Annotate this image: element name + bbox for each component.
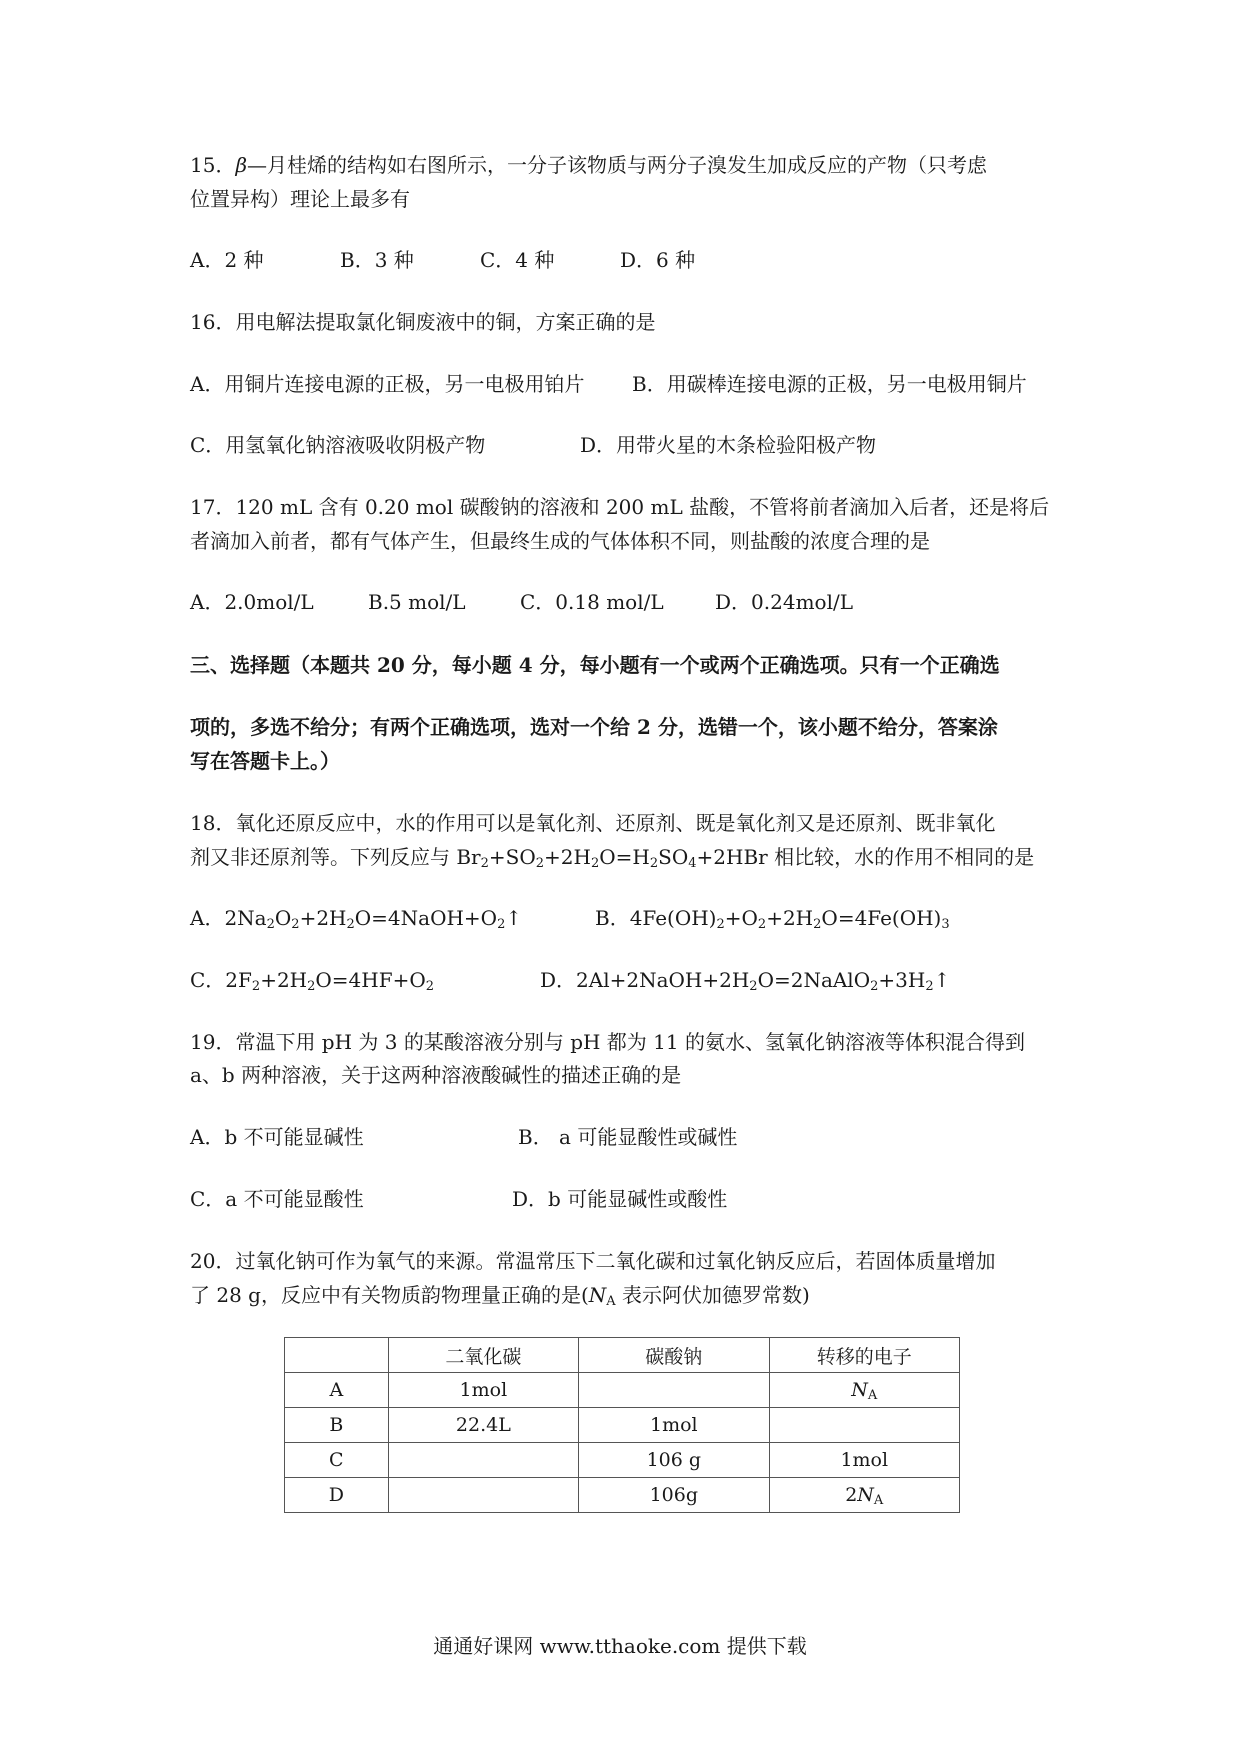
table-header-row: [285, 1338, 960, 1373]
q19-option-d: D．b 可能显碱性或酸性: [512, 1187, 728, 1211]
q20-line1: 20．过氧化钠可作为氧气的来源。常温常压下二氧化碳和过氧化钠反应后，若固体质量增加: [190, 1249, 996, 1273]
table-header-cell: [285, 1338, 389, 1373]
table-header-cell: 转移的电子: [769, 1338, 959, 1373]
table-cell: [388, 1478, 578, 1513]
table-cell: [579, 1373, 769, 1408]
q17-option-b: B.5 mol/L: [368, 590, 466, 614]
q18-line2: [190, 840, 1070, 874]
q16-line1: 16．用电解法提取氯化铜废液中的铜，方案正确的是: [190, 310, 656, 334]
table-row: [285, 1373, 960, 1408]
table-cell: $2N_A$: [769, 1478, 959, 1513]
q17-line1: 17．120 mL 含有 0.20 mol 碳酸钠的溶液和 200 mL 盐酸，不管将前者滴加入后者，还是将后: [190, 495, 1050, 519]
q17-option-d: D．0.24mol/L: [715, 590, 853, 614]
table-cell: 106 g: [579, 1443, 769, 1478]
q15-option-a: A．2 种: [190, 248, 264, 272]
q19-option-a: A．b 不可能显碱性: [190, 1125, 364, 1149]
table-row: [285, 1408, 960, 1443]
section3-line3: 写在答题卡上。）: [190, 749, 340, 773]
q19-option-b: B． a 可能显酸性或碱性: [518, 1125, 738, 1149]
table-cell: 1mol: [769, 1443, 959, 1478]
q17-option-c: C．0.18 mol/L: [520, 590, 664, 614]
footer: 通通好课网 www.tthaoke.com 提供下载: [433, 1634, 807, 1658]
table-cell: C: [285, 1443, 389, 1478]
table-row: [285, 1443, 960, 1478]
q16-option-c: C．用氢氧化钠溶液吸收阴极产物: [190, 433, 486, 457]
section3-line2: 项的，多选不给分；有两个正确选项，选对一个给 2 分，选错一个，该小题不给分，答案涂: [190, 715, 998, 739]
q15-option-c: C．4 种: [480, 248, 555, 272]
q17-line2: 者滴加入前者，都有气体产生，但最终生成的气体体积不同，则盐酸的浓度合理的是: [190, 529, 930, 553]
beta-symbol: β: [235, 153, 248, 177]
q18-option-b: B．$4Fe(OH)_2+O_2+2H_2O=4Fe(OH)_3$: [595, 906, 950, 932]
q18-option-a: A．$2Na_2O_2+2H_2O=4NaOH+O_2↑$: [190, 906, 523, 932]
q18-option-d: D．$2Al+2NaOH+2H_2O=2NaAlO_2+3H_2↑$: [540, 968, 951, 994]
q16-option-d: D．用带火星的木条检验阳极产物: [580, 433, 877, 457]
q15-line2: 位置异构）理论上最多有: [190, 187, 410, 211]
q20-line2: [190, 1278, 1070, 1312]
section3-line1: 三、选择题（本题共 20 分，每小题 4 分，每小题有一个或两个正确选项。只有一个正确选: [190, 653, 1000, 677]
q20-line2-suffix: 表示阿伏加德罗常数): [615, 1283, 810, 1307]
q15-line1: 15．β—月桂烯的结构如右图所示，一分子该物质与两分子溴发生加成反应的产物（只考虑: [190, 153, 988, 177]
q15-option-b: B．3 种: [340, 248, 414, 272]
q16-option-a: A．用铜片连接电源的正极，另一电极用铂片: [190, 372, 585, 396]
table-cell: 106g: [579, 1478, 769, 1513]
table-cell: [388, 1443, 578, 1478]
table-cell: D: [285, 1478, 389, 1513]
q20-line2-prefix: 了 28 g，反应中有关物质韵物理量正确的是(: [190, 1283, 589, 1307]
q15-option-d: D．6 种: [620, 248, 696, 272]
table-cell: 22.4L: [388, 1408, 578, 1443]
table-cell: 1mol: [579, 1408, 769, 1443]
table-cell: B: [285, 1408, 389, 1443]
q19-option-c: C．a 不可能显酸性: [190, 1187, 364, 1211]
table-cell: 1mol: [388, 1373, 578, 1408]
table-row: [285, 1478, 960, 1513]
q16-option-b: B．用碳棒连接电源的正极，另一电极用铜片: [632, 372, 1027, 396]
q18-line1: 18．氧化还原反应中，水的作用可以是氧化剂、还原剂、既是氧化剂又是还原剂、既非氧化: [190, 811, 996, 835]
q19-line2: a、b 两种溶液，关于这两种溶液酸碱性的描述正确的是: [190, 1063, 682, 1087]
q18-reference-equation: $Br_2+SO_2+2H_2O=H_2SO_4+2HBr$: [456, 845, 768, 871]
na-subscript: A: [606, 1294, 616, 1309]
table-header-cell: 碳酸钠: [579, 1338, 769, 1373]
q18-option-c: C．$2F_2+2H_2O=4HF+O_2$: [190, 968, 435, 994]
na-symbol: N: [588, 1283, 607, 1307]
q20-table: [284, 1337, 960, 1513]
q15-text: —月桂烯的结构如右图所示，一分子该物质与两分子溴发生加成反应的产物（只考虑: [247, 153, 988, 177]
table-header-cell: 二氧化碳: [388, 1338, 578, 1373]
q18-line2-suffix: 相比较，水的作用不相同的是: [767, 845, 1035, 869]
q15-number: 15: [190, 153, 216, 177]
table-cell: $N_A$: [769, 1373, 959, 1408]
table-cell: A: [285, 1373, 389, 1408]
q19-line1: 19．常温下用 pH 为 3 的某酸溶液分别与 pH 都为 11 的氨水、氢氧化钠溶液等体积混合得到: [190, 1030, 1025, 1054]
q18-line2-prefix: 剂又非还原剂等。下列反应与: [190, 845, 457, 869]
table-cell: [769, 1408, 959, 1443]
q17-option-a: A．2.0mol/L: [190, 590, 314, 614]
